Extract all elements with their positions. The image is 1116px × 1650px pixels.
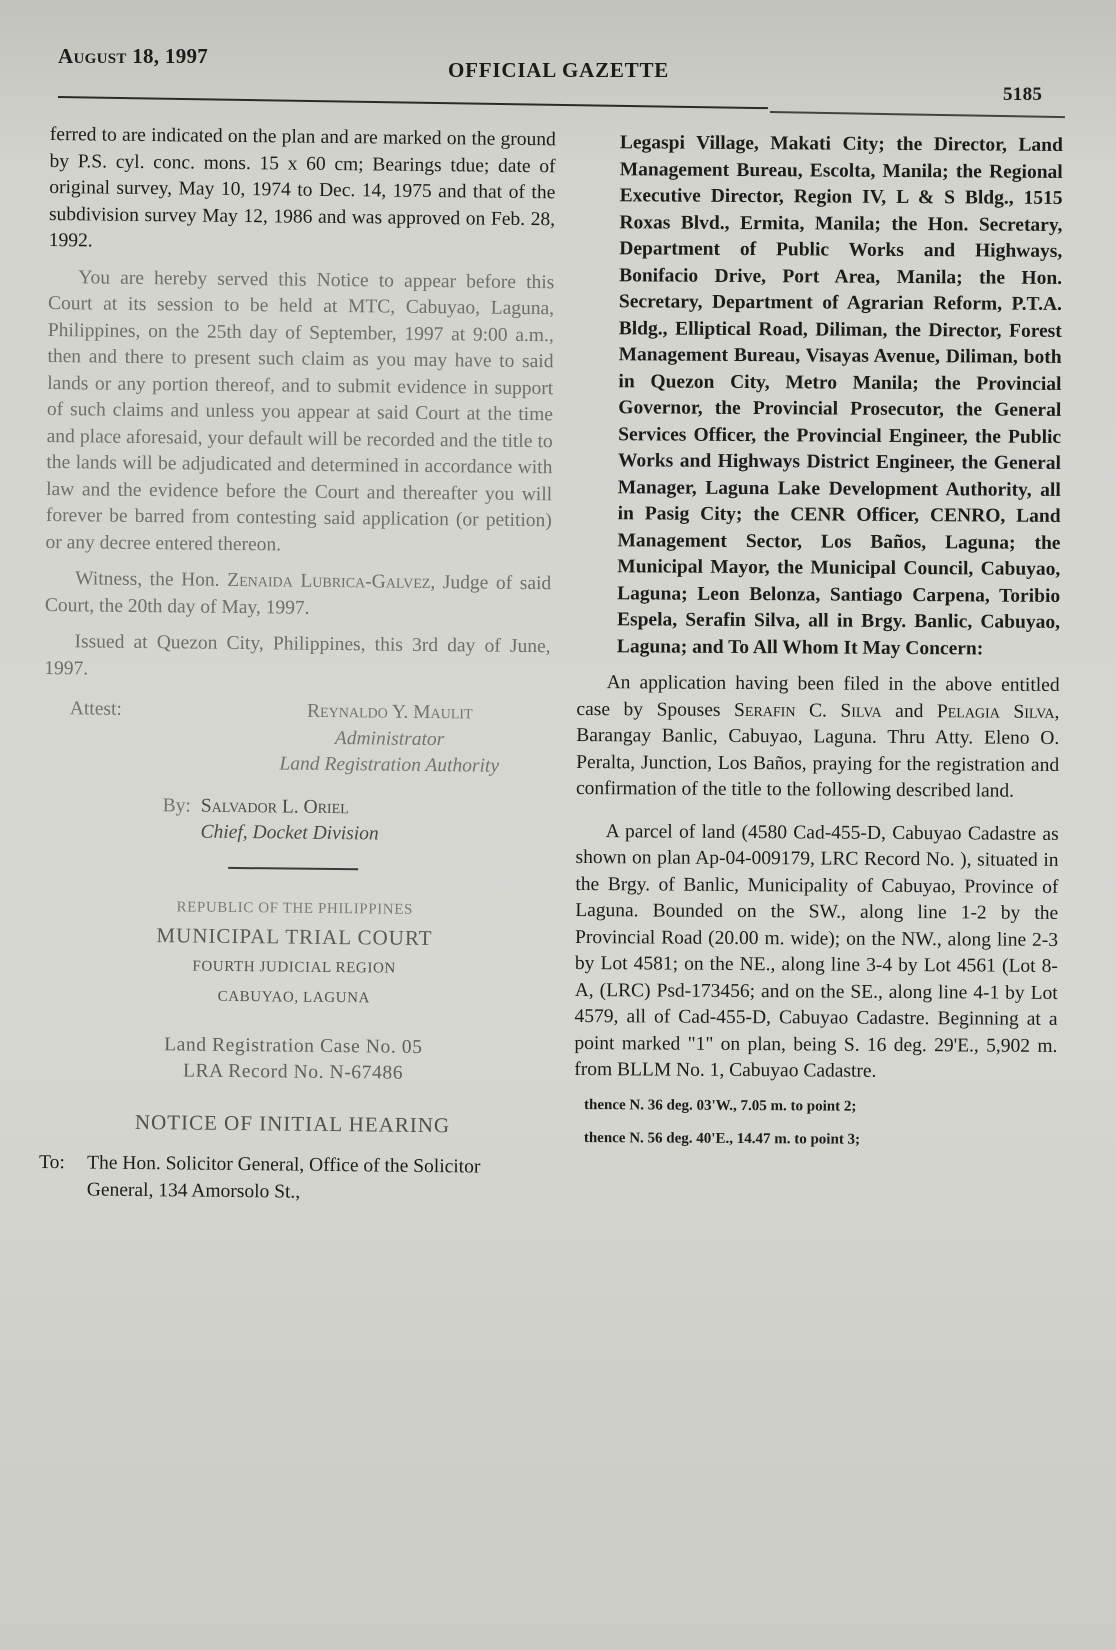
application-text: An application having been filed in the above entitled case by Spouses xyxy=(576,672,1060,721)
header-rule xyxy=(58,96,768,109)
by-name: Salvador L. Oriel xyxy=(200,795,349,818)
applicant-name-2: Pelagia Silva xyxy=(936,700,1055,723)
paragraph-issued: Issued at Quezon City, Philippines, this 3rd day of June, 1997. xyxy=(44,631,551,679)
to-text: The Hon. Solicitor General, Office of the Solicitor General, 134 Amorsolo St., xyxy=(86,1152,481,1203)
attest-name: Reynaldo Y. Maulit xyxy=(306,700,473,724)
attest-block xyxy=(43,696,550,781)
section-divider xyxy=(228,866,358,869)
applicant-name-1: Serafin C. Silva xyxy=(734,699,882,722)
paragraph-witness xyxy=(45,566,552,624)
paragraph-parcel: A parcel of land (4580 Cad-455-D, Cabuyao Cadastre as shown on plan Ap-04-009179, LRC Record No. ), situated in the Brgy. of Banlic, Municipality of Cabuyao, Province of Laguna. Bounded on the SW., along line 1-2 by the Provincial Road (20.00 m. wide); on the NW., along line 2-3 by Lot 4581; on the NE., along line 3-4 by Lot 4561 (Lot 8-A, (LRC) Psd-173456; and on the SE., along line 4-1 by Lot 4579, all of Cad-455-D, Cabuyao Cadastre. Beginning at a point marked "1" on plan, being S. 16 deg. 29'E., 5,902 m. from BLLM No. 1, Cabuyao Cadastre. xyxy=(574,820,1059,1082)
judge-name: Zenaida Lubrica-Galvez xyxy=(227,569,431,594)
header-title: OFFICIAL GAZETTE xyxy=(448,58,670,82)
witness-rest: , Judge of said Court, the 20th day of May, 1997. xyxy=(44,572,552,619)
by-label: By: xyxy=(162,794,191,817)
header-page-number: 5185 xyxy=(1003,84,1043,105)
caption-case-number: Land Registration Case No. 05 xyxy=(164,1033,423,1058)
caption-record-number: LRA Record No. N-67486 xyxy=(182,1060,404,1084)
attest-office: Land Registration Authority xyxy=(279,753,500,777)
by-block xyxy=(42,791,549,849)
caption-place: CABUYAO, LAGUNA xyxy=(217,988,371,1007)
by-title: Chief, Docket Division xyxy=(200,821,379,845)
application-and: and xyxy=(895,700,924,722)
caption-republic: REPUBLIC OF THE PHILIPPINES xyxy=(176,898,414,918)
application-rest: , Barangay Banlic, Cabuyao, Laguna. Thru Atty. Eleno O. Peralta, Junction, Los Baños, praying for the registration and confirmation of the title to the following described land. xyxy=(575,701,1060,802)
paragraph-application xyxy=(576,670,1060,805)
right-column xyxy=(574,130,1063,1162)
header-date: August 18, 1997 xyxy=(58,44,209,68)
paragraph-notice xyxy=(45,264,554,561)
bearing-line-2: thence N. 56 deg. 40'E., 14.47 m. to point 3; xyxy=(583,1129,861,1148)
attest-title: Administrator xyxy=(334,727,445,750)
caption-court: MUNICIPAL TRIAL COURT xyxy=(156,923,433,951)
paragraph-addressees: Legaspi Village, Makati City; the Director, Land Management Bureau, Escolta, Manila; the Regional Executive Director, Region IV, L & S Bldg., 1515 Roxas Blvd., Ermita, Manila; the Hon. Secretary, Department of Public Works and Highways, Bonifacio Drive, Port Area, Manila; the Hon. Secretary, Department of Agrarian Reform, P.T.A. Bldg., Elliptical Road, Diliman, the Director, Forest Management Bureau, Visayas Avenue, Diliman, both in Quezon City, Metro Manila; the Provincial Governor, the Provincial Prosecutor, the General Services Officer, the Provincial Engineer, the Public Works and Highways District Engineer, the General Manager, Laguna Lake Development Authority, all in Pasig City; the CENR Officer, CENRO, Land Management Sector, Los Baños, Laguna; the Municipal Mayor, the Municipal Council, Cabuyao, Laguna; Leon Belonza, Santiago Carpena, Toribio Espela, Serafin Silva, all in Brgy. Banlic, Cabuyao, Laguna; and To All Whom It May Concern: xyxy=(616,132,1063,659)
paragraph-survey: ferred to are indicated on the plan and are marked on the ground by P.S. cyl. conc. mons. 15 x 60 cm; Bearings tdue; date of original survey, May 10, 1974 to Dec. 14, 1975 and that of the subdivision survey May 12, 1986 and was approved on Feb. 28, 1992. xyxy=(48,123,556,252)
header-rule-right xyxy=(770,111,1065,118)
to-label: To: xyxy=(38,1151,65,1174)
by-signature xyxy=(200,793,549,850)
addressee-block xyxy=(39,1150,546,1208)
witness-text: Witness, the Hon. xyxy=(75,568,220,591)
caption-notice-title: NOTICE OF INITIAL HEARING xyxy=(134,1109,451,1137)
bearing-line-1: thence N. 36 deg. 03'W., 7.05 m. to point 2; xyxy=(583,1096,857,1115)
left-column xyxy=(39,122,556,1208)
caption-region: FOURTH JUDICIAL REGION xyxy=(192,958,396,977)
attest-signature xyxy=(229,698,550,781)
paragraph-notice-text: You are hereby served this Notice to appear before this Court at its session to be held at MTC, Cabuyao, Laguna, Philippines, on the 25th day of September, 1997 at 9:00 a.m., then and there to present such claim as you may have to said lands or any portion thereof, and to submit evidence in support of such claims and unless you appear at said Court at the time and place aforesaid, your default will be recorded and the title to the lands will be adjudicated and determined in accordance with law and the evidence before the Court and thereafter you will forever be barred from contesting said application (or petition) or any decree entered thereon. xyxy=(45,266,555,555)
attest-label: Attest: xyxy=(69,698,122,720)
